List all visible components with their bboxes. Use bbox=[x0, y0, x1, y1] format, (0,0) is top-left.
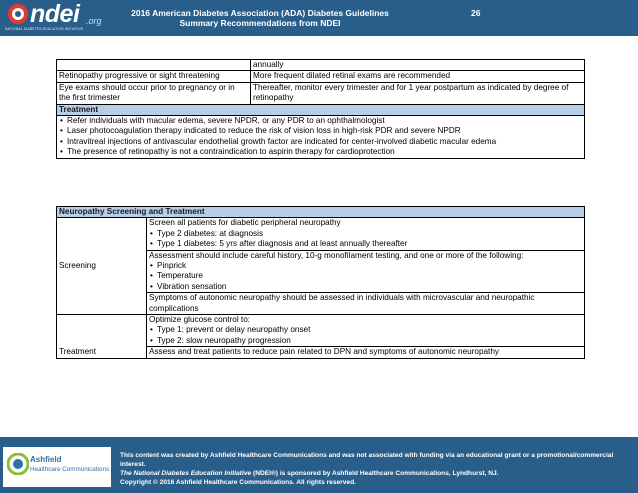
ashfield-mark-icon bbox=[7, 453, 29, 475]
screening-list bbox=[149, 229, 582, 250]
title-line-2: Summary Recommendations from NDEI bbox=[179, 18, 341, 28]
treatment-header: Treatment bbox=[57, 104, 585, 115]
footer-bar bbox=[0, 437, 638, 493]
table-row bbox=[57, 82, 585, 104]
section-header-row bbox=[57, 207, 585, 218]
list-item: • Intravitreal injections of antivascular endothelial growth factor are indicated for center-involved diabetic macular edema bbox=[59, 137, 582, 147]
table-cell bbox=[147, 315, 585, 347]
footer-line-1: This content was created by Ashfield Healthcare Communications and was not associated with funding via an educational grant or a promotional/commercial interest. bbox=[120, 452, 614, 468]
list-item: • Type 1: prevent or delay neuropathy onset bbox=[149, 325, 582, 335]
list-item: • Type 2 diabetes: at diagnosis bbox=[149, 229, 582, 239]
autonomic-text: Symptoms of autonomic neuropathy should be assessed in individuals with microvascular and neuropathic complications bbox=[147, 293, 585, 315]
treatment-label: Treatment bbox=[57, 315, 147, 359]
retinopathy-table bbox=[56, 59, 585, 159]
ndei-mark-icon bbox=[5, 3, 31, 25]
table-cell: Eye exams should occur prior to pregnancy or in the first trimester bbox=[57, 82, 251, 104]
logo-word: ndei bbox=[30, 0, 80, 28]
ndei-italic-name: The National Diabetes Education Initiative bbox=[120, 470, 252, 477]
table-row bbox=[57, 116, 585, 159]
screening-label: Screening bbox=[57, 218, 147, 315]
pain-text: Assess and treat patients to reduce pain related to DPN and symptoms of autonomic neuropathy bbox=[147, 347, 585, 358]
list-item: • Refer individuals with macular edema, severe NPDR, or any PDR to an ophthalmologist bbox=[59, 116, 582, 126]
assessment-list bbox=[149, 261, 582, 292]
footer-line-2-rest: (NDEI®) is sponsored by Ashfield Healthcare Communications, Lyndhurst, NJ. bbox=[251, 470, 499, 477]
treatment-goal-list bbox=[149, 325, 582, 346]
table-cell bbox=[147, 218, 585, 250]
list-item: • The presence of retinopathy is not a contraindication to aspirin therapy for cardioprotection bbox=[59, 147, 582, 157]
table-row bbox=[57, 218, 585, 250]
table-row bbox=[57, 60, 585, 71]
table-cell: annually bbox=[251, 60, 585, 71]
list-item: • Laser photocoagulation therapy indicated to reduce the risk of vision loss in high-risk PDR and severe NPDR bbox=[59, 126, 582, 136]
header-bar bbox=[0, 0, 638, 36]
ashfield-name: Ashfield bbox=[30, 455, 62, 464]
table-cell bbox=[147, 250, 585, 293]
neuropathy-table bbox=[56, 206, 585, 359]
neuropathy-header: Neuropathy Screening and Treatment bbox=[57, 207, 585, 218]
assessment-intro: Assessment should include careful history, 10-g monofilament testing, and one or more of the following: bbox=[149, 250, 524, 260]
footer-copyright: Copyright © 2016 Ashfield Healthcare Communications. All rights reserved. bbox=[120, 479, 356, 486]
footer-line-2 bbox=[120, 469, 620, 478]
screening-intro: Screen all patients for diabetic peripheral neuropathy bbox=[149, 218, 341, 228]
table-cell bbox=[57, 60, 251, 71]
list-item: • Vibration sensation bbox=[149, 282, 582, 292]
table-cell: Retinopathy progressive or sight threatening bbox=[57, 71, 251, 82]
table-cell: Thereafter, monitor every trimester and for 1 year postpartum as indicated by degree of retinopathy bbox=[251, 82, 585, 104]
treatment-intro: Optimize glucose control to: bbox=[149, 315, 251, 325]
list-item: • Pinprick bbox=[149, 261, 582, 271]
list-item: • Type 1 diabetes: 5 yrs after diagnosis and at least annually thereafter bbox=[149, 239, 582, 249]
treatment-list-cell bbox=[57, 116, 585, 159]
title-line-1: 2016 American Diabetes Association (ADA) Diabetes Guidelines bbox=[131, 8, 389, 18]
logo-tagline: NATIONAL DIABETES EDUCATION INITIATIVE bbox=[5, 27, 84, 31]
ashfield-logo[interactable] bbox=[3, 447, 111, 487]
list-item: • Type 2: slow neuropathy progression bbox=[149, 336, 582, 346]
ashfield-subtitle: Healthcare Communications bbox=[30, 466, 110, 473]
page-title bbox=[120, 8, 400, 28]
ndei-logo[interactable] bbox=[2, 2, 106, 34]
treatment-list bbox=[59, 116, 582, 158]
footer-disclaimer bbox=[120, 451, 620, 487]
section-header-row bbox=[57, 104, 585, 115]
table-cell: More frequent dilated retinal exams are recommended bbox=[251, 71, 585, 82]
logo-suffix: .org bbox=[86, 16, 102, 26]
list-item: • Temperature bbox=[149, 271, 582, 281]
table-row bbox=[57, 71, 585, 82]
table-row bbox=[57, 315, 585, 347]
page-number: 26 bbox=[471, 8, 481, 18]
